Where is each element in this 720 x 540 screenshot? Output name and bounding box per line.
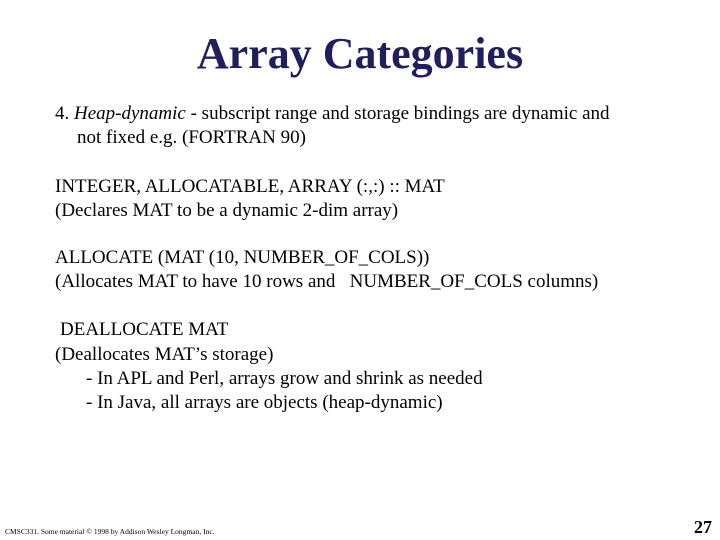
- allocate-code: ALLOCATE (MAT (10, NUMBER_OF_COLS)): [55, 247, 430, 268]
- item-number: 4.: [55, 103, 70, 124]
- declare-note: (Declares MAT to be a dynamic 2-dim array): [55, 200, 399, 221]
- item-description-continued: not fixed e.g. (FORTRAN 90): [77, 127, 306, 148]
- bullet-apl-perl: - In APL and Perl, arrays grow and shrink as needed: [86, 368, 483, 389]
- item-4-line: [55, 103, 610, 125]
- deallocate-code: DEALLOCATE MAT: [60, 319, 229, 340]
- item-term: Heap-dynamic: [74, 103, 186, 124]
- deallocate-note: (Deallocates MAT’s storage): [55, 344, 274, 365]
- allocate-note: (Allocates MAT to have 10 rows and NUMBER_OF_COLS columns): [55, 271, 599, 292]
- page-number: 27: [694, 517, 712, 537]
- bullet-java: - In Java, all arrays are objects (heap-dynamic): [86, 392, 443, 413]
- item-description: - subscript range and storage bindings are dynamic and: [185, 103, 610, 124]
- slide-title: Array Categories: [196, 29, 524, 78]
- declare-code: INTEGER, ALLOCATABLE, ARRAY (:,:) :: MAT: [55, 176, 445, 197]
- footer-copyright: CMSC331. Some material © 1998 by Addison Wesley Longman, Inc.: [5, 527, 215, 536]
